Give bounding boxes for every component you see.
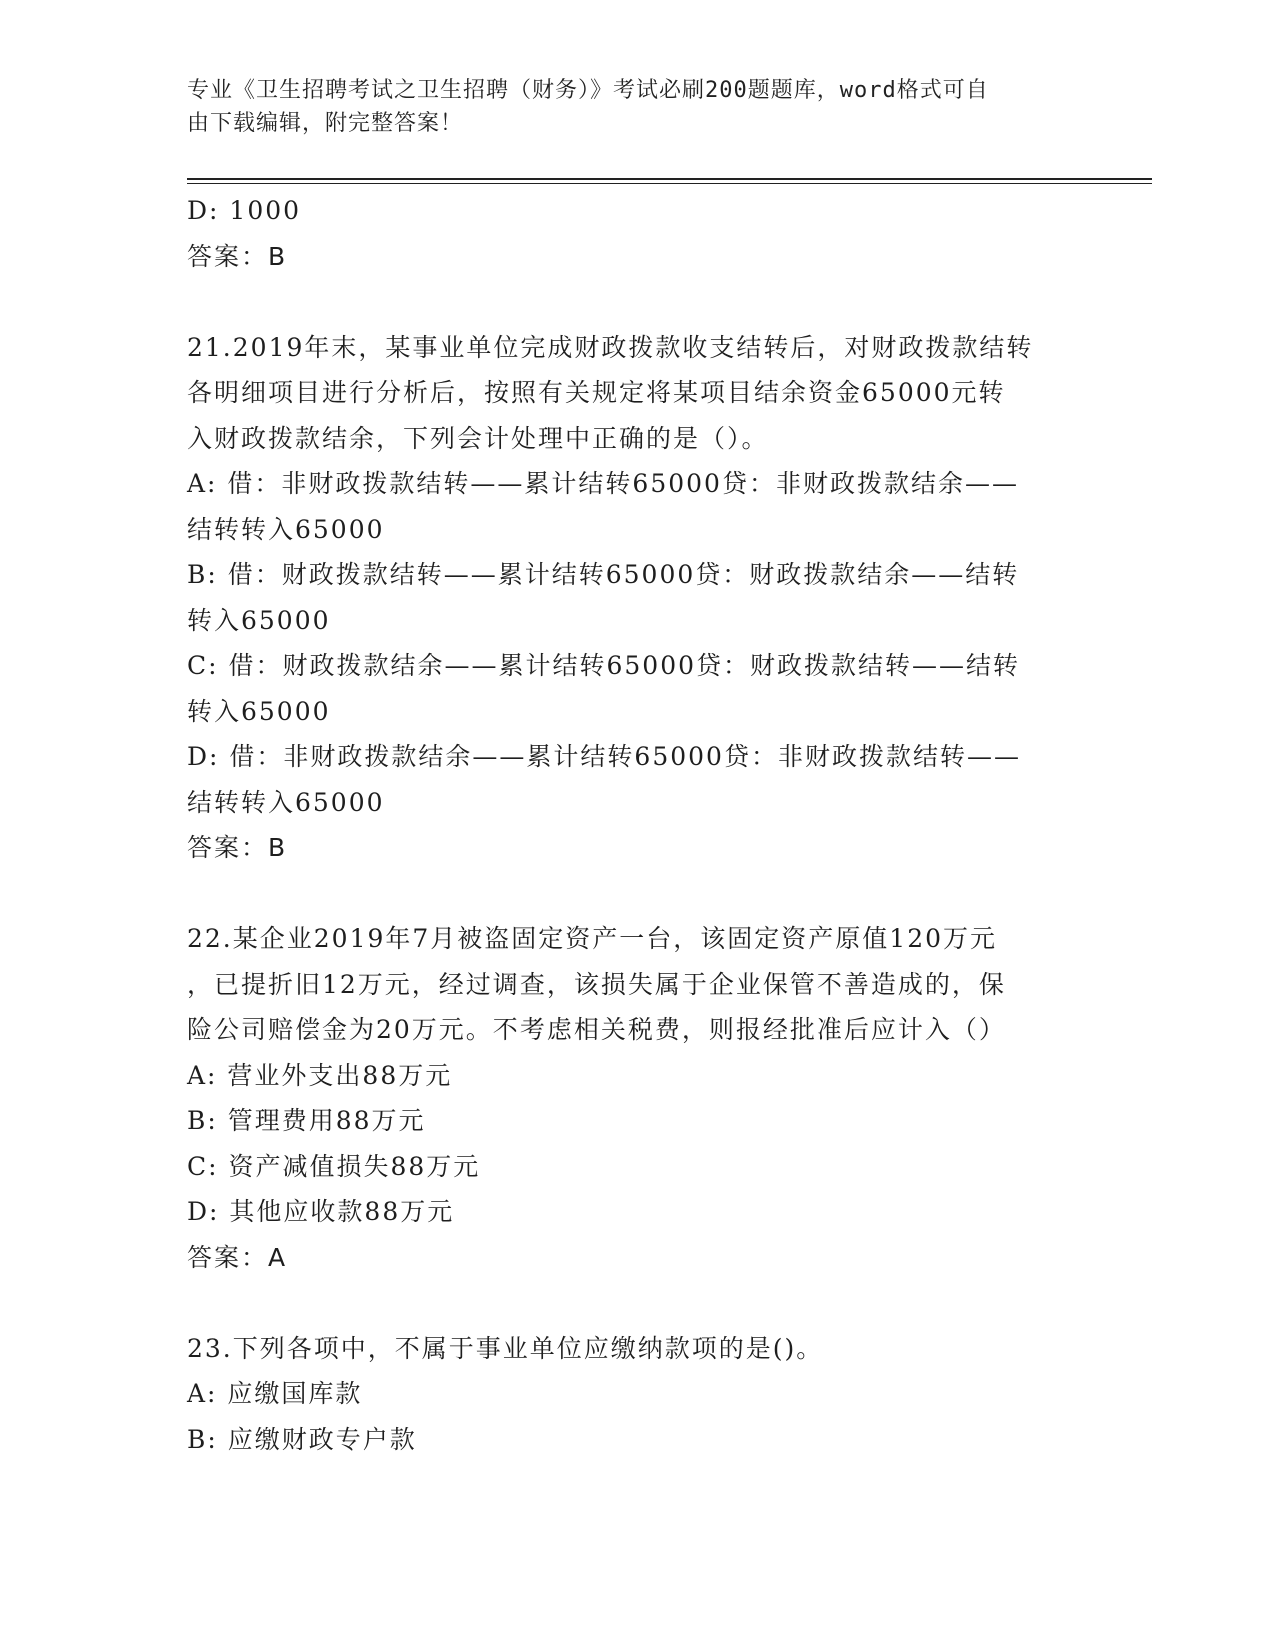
q23-option-a: A: 应缴国库款 <box>187 1379 363 1408</box>
q22-text-line: 22.某企业2019年7月被盗固定资产一台，该固定资产原值120万元 <box>187 924 998 953</box>
q22-text-line: 险公司赔偿金为20万元。不考虑相关税费，则报经批准后应计入（） <box>187 1015 1006 1044</box>
question-22 <box>187 916 1087 1280</box>
q21-answer: 答案：B <box>187 833 288 862</box>
q21-option-b-cont: 转入65000 <box>187 605 331 635</box>
q21-option-a: A: 借：非财政拨款结转——累计结转65000贷：非财政拨款结余—— <box>187 469 1019 498</box>
question-21 <box>187 325 1087 871</box>
q22-text-line: ，已提折旧12万元，经过调查，该损失属于企业保管不善造成的，保 <box>187 969 1006 999</box>
q22-option-c: C: 资产减值损失88万元 <box>187 1151 481 1181</box>
header-line-2: 由下载编辑，附完整答案！ <box>187 111 464 136</box>
spacer <box>187 871 1087 917</box>
header-line-1: 专业《卫生招聘考试之卫生招聘（财务）》考试必刷200题题库，word格式可自 <box>187 78 989 103</box>
q22-option-b: B: 管理费用88万元 <box>187 1106 426 1135</box>
header-divider-thin <box>187 183 1152 184</box>
q21-option-c-cont: 转入65000 <box>187 696 331 726</box>
q21-option-c: C: 借：财政拨款结余——累计结转65000贷：财政拨款结转——结转 <box>187 651 1021 680</box>
q22-answer: 答案：A <box>187 1242 288 1272</box>
prev-answer: 答案：B <box>187 241 288 271</box>
q22-option-a: A: 营业外支出88万元 <box>187 1060 453 1090</box>
document-body <box>187 188 1087 1462</box>
q21-option-d-cont: 结转转入65000 <box>187 787 385 817</box>
page-header <box>187 74 1087 140</box>
q23-text: 23.下列各项中，不属于事业单位应缴纳款项的是()。 <box>187 1333 824 1363</box>
q21-text-line: 各明细项目进行分析后，按照有关规定将某项目结余资金65000元转 <box>187 378 1006 407</box>
header-divider-thick <box>187 178 1152 180</box>
q21-option-b: B: 借：财政拨款结转——累计结转65000贷：财政拨款结余——结转 <box>187 560 1020 589</box>
q21-option-d: D: 借：非财政拨款结余——累计结转65000贷：非财政拨款结转—— <box>187 742 1021 771</box>
q21-text-line: 入财政拨款结余，下列会计处理中正确的是（）。 <box>187 423 769 453</box>
prev-option-d: D: 1000 <box>187 196 302 225</box>
spacer <box>187 1280 1087 1326</box>
q23-option-b: B: 应缴财政专户款 <box>187 1424 417 1454</box>
q21-option-a-cont: 结转转入65000 <box>187 514 385 544</box>
spacer <box>187 279 1087 325</box>
q21-text-line: 21.2019年末，某事业单位完成财政拨款收支结转后，对财政拨款结转 <box>187 332 1034 362</box>
q22-option-d: D: 其他应收款88万元 <box>187 1197 455 1226</box>
question-23 <box>187 1326 1087 1463</box>
